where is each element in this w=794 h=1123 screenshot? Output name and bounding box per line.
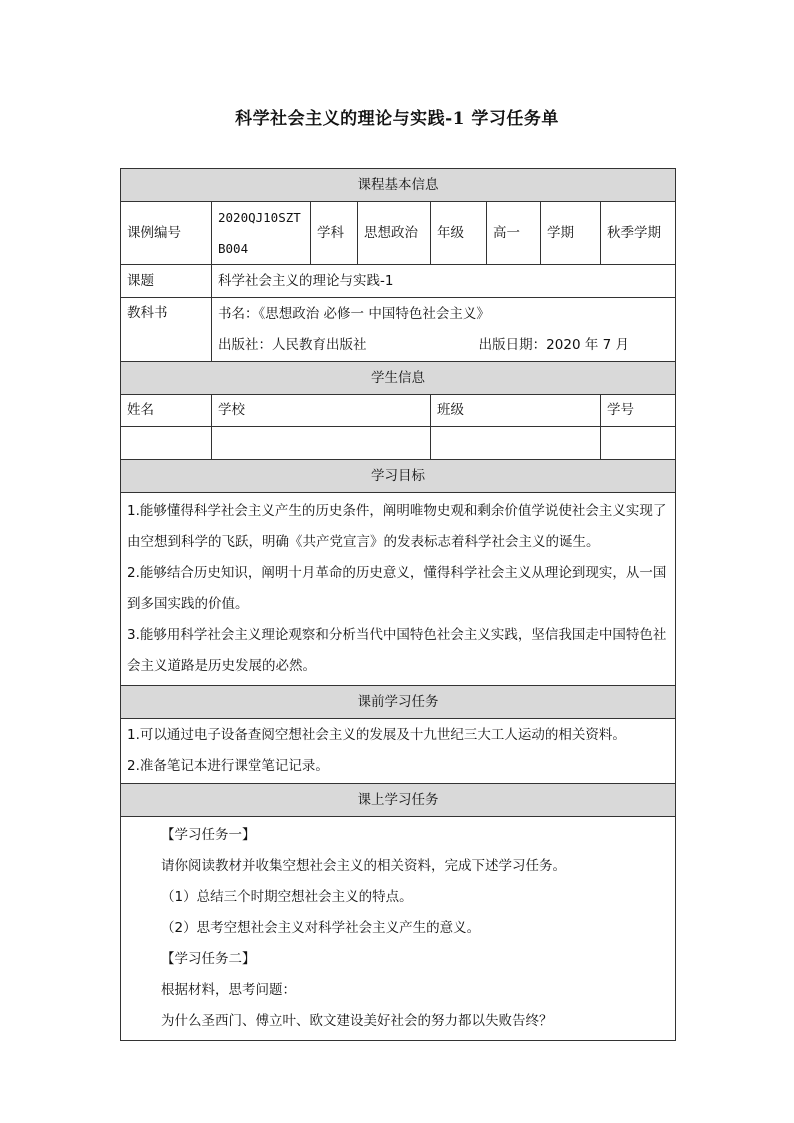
objective-item: 2.能够结合历史知识，阐明十月革命的历史意义，懂得科学社会主义从理论到现实，从一国到多国实践的价值。 bbox=[127, 565, 667, 612]
subject-label: 学科 bbox=[311, 202, 358, 265]
student-label-row bbox=[121, 395, 676, 427]
section-class-tasks bbox=[121, 784, 676, 817]
case-no-label: 课例编号 bbox=[121, 202, 212, 265]
grade-value: 高一 bbox=[487, 202, 541, 265]
section-pre-tasks bbox=[121, 686, 676, 719]
class-tasks-row bbox=[121, 817, 676, 1041]
task2-intro: 根据材料，思考问题： bbox=[161, 982, 296, 998]
term-label: 学期 bbox=[541, 202, 601, 265]
section-objectives bbox=[121, 460, 676, 493]
objectives-content bbox=[121, 493, 676, 686]
task1-heading: 【学习任务一】 bbox=[161, 827, 256, 843]
term-value: 秋季学期 bbox=[601, 202, 676, 265]
section-title: 课程基本信息 bbox=[121, 169, 676, 202]
pre-tasks-content bbox=[121, 719, 676, 784]
subject-value: 思想政治 bbox=[358, 202, 431, 265]
textbook-label: 教科书 bbox=[121, 298, 212, 362]
publisher: 出版社：人民教育出版社 bbox=[218, 336, 367, 353]
name-label: 姓名 bbox=[121, 395, 212, 427]
id-label: 学号 bbox=[601, 395, 676, 427]
publish-date: 出版日期：2020 年 7 月 bbox=[478, 336, 629, 353]
school-field[interactable] bbox=[212, 427, 431, 460]
task1-question-2: （2）思考空想社会主义对科学社会主义产生的意义。 bbox=[161, 920, 481, 936]
case-no-value: 2020QJ10SZTB004 bbox=[212, 202, 311, 265]
task-sheet-table bbox=[120, 168, 676, 1041]
class-tasks-content bbox=[121, 817, 676, 1041]
student-fill-row bbox=[121, 427, 676, 460]
school-label: 学校 bbox=[212, 395, 431, 427]
page-title: 科学社会主义的理论与实践-1 学习任务单 bbox=[235, 109, 559, 129]
topic-label: 课题 bbox=[121, 265, 212, 298]
topic-row bbox=[121, 265, 676, 298]
topic-value: 科学社会主义的理论与实践-1 bbox=[212, 265, 676, 298]
publish-info bbox=[218, 330, 669, 361]
class-label: 班级 bbox=[431, 395, 601, 427]
section-title: 课前学习任务 bbox=[121, 686, 676, 719]
task1-question-1: （1）总结三个时期空想社会主义的特点。 bbox=[161, 889, 413, 905]
textbook-value bbox=[212, 298, 676, 362]
pre-tasks-row bbox=[121, 719, 676, 784]
task2-question: 为什么圣西门、傅立叶、欧文建设美好社会的努力都以失败告终？ bbox=[161, 1013, 553, 1029]
objectives-row bbox=[121, 493, 676, 686]
grade-label: 年级 bbox=[431, 202, 487, 265]
section-course-info bbox=[121, 169, 676, 202]
book-name: 书名：《思想政治 必修一 中国特色社会主义》 bbox=[218, 305, 490, 322]
objective-item: 1.能够懂得科学社会主义产生的历史条件，阐明唯物史观和剩余价值学说使社会主义实现了由空想到科学的飞跃，明确《共产党宣言》的发表标志着科学社会主义的诞生。 bbox=[127, 503, 667, 550]
section-title: 课上学习任务 bbox=[121, 784, 676, 817]
id-field[interactable] bbox=[601, 427, 676, 460]
section-title: 学生信息 bbox=[121, 362, 676, 395]
class-field[interactable] bbox=[431, 427, 601, 460]
task2-heading: 【学习任务二】 bbox=[161, 951, 256, 967]
pre-task-item: 2.准备笔记本进行课堂笔记记录。 bbox=[127, 758, 329, 774]
pre-task-item: 1.可以通过电子设备查阅空想社会主义的发展及十九世纪三大工人运动的相关资料。 bbox=[127, 727, 626, 743]
section-title: 学习目标 bbox=[121, 460, 676, 493]
course-info-row bbox=[121, 202, 676, 265]
objective-item: 3.能够用科学社会主义理论观察和分析当代中国特色社会主义实践，坚信我国走中国特色社会主义道路是历史发展的必然。 bbox=[127, 627, 667, 674]
textbook-row bbox=[121, 298, 676, 362]
task1-intro: 请你阅读教材并收集空想社会主义的相关资料，完成下述学习任务。 bbox=[161, 858, 566, 874]
section-student-info bbox=[121, 362, 676, 395]
name-field[interactable] bbox=[121, 427, 212, 460]
